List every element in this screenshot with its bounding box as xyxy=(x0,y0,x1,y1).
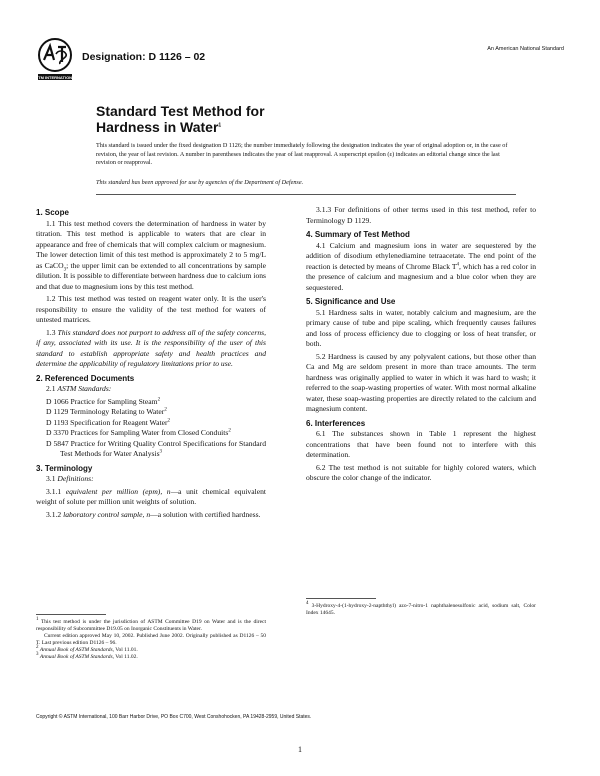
ref-d1129[interactable]: D 1129 Terminology Relating to Water$^2$ xyxy=(46,407,167,416)
copyright-notice: Copyright © ASTM International, 100 Barr Harbor Drive, PO Box C700, West Conshohocken, PA 19428-2959, United States. xyxy=(36,714,312,720)
dod-approval-notice: This standard has been approved for use by agencies of the Department of Defense. xyxy=(96,179,304,186)
para-2-1: 2.1 ASTM Standards: xyxy=(46,384,112,393)
para-1-3: 1.3 This standard does not purport to address all of the safety concerns, if any, associated with its use. It is the responsibility of the user of this standard to establish appropriate safety and health practices and determine the applicability of regulatory limitations prior to use. xyxy=(36,327,267,368)
para-1-1: 1.1 This test method covers the determination of hardness in water by titration. This test method is applicable to waters that are clear in appearance and free of chemicals that will complex calcium or magnesium. The lower detection limit of this test method is approximately 2 to 5 mg/L as CaCO$_3$; the upper limit can be extended to all concentrations by sample dilution. It is possible to differentiate between hardness due to calcium ions and that due to magnesium ions by this test method. xyxy=(36,218,266,291)
ref-d3370[interactable]: D 3370 Practices for Sampling Water from Closed Conduits$^2$ xyxy=(46,428,231,437)
para-6-1: 6.1 The substances shown in Table 1 represent the highest concentrations that have been found not to interfere with this determination. xyxy=(306,429,536,459)
section-4-heading: 4. Summary of Test Method xyxy=(306,230,410,239)
referenced-documents-list xyxy=(36,397,266,460)
national-standard-label: An American National Standard xyxy=(487,46,564,52)
section-6-heading: 6. Interferences xyxy=(306,418,366,428)
left-column xyxy=(36,208,266,522)
document-title xyxy=(96,103,396,135)
para-3-1-3: 3.1.3 For definitions of other terms used in this test method, refer to Terminology D 1129. xyxy=(306,205,536,225)
para-6-2: 6.2 The test method is not suitable for highly colored waters, which obscure the color change of the indicator. xyxy=(306,462,536,482)
footnotes-right xyxy=(306,603,536,617)
title-footnote-marker: 1 xyxy=(218,122,222,129)
section-2-heading: 2. Referenced Documents xyxy=(36,373,135,383)
header-divider xyxy=(96,194,516,195)
para-3-1-2: 3.1.2 laboratory control sample, n—a solution with certified hardness. xyxy=(46,509,261,519)
footnote-divider-right xyxy=(306,598,376,599)
designation: Designation: D 1126 – 02 xyxy=(82,51,206,63)
footnote-1-edition: Current edition approved May 10, 2002. Published June 2002. Originally published as D1126 – 50 T. Last previous edition D1126 – 96. xyxy=(36,633,266,646)
right-column xyxy=(306,205,536,486)
para-5-2: 5.2 Hardness is caused by any polyvalent cations, but those other than Ca and Mg are seldom present in more than trace amounts. The term hardness was originally applied to water in which it was hard to wash; it referred to the soap-wasting properties of water. With most normal alkaline water, these soap-wasting properties are directly related to the calcium and magnesium content. xyxy=(306,351,536,413)
title-line-2: Hardness in Water xyxy=(96,119,219,135)
issued-notice xyxy=(96,142,516,168)
footnote-3: $^3$ Annual Book of ASTM Standards, Vol 11.02. xyxy=(36,652,138,660)
ref-d5847[interactable]: D 5847 Practice for Writing Quality Control Specifications for Standard Test Methods for Water Analysis$^3$ xyxy=(46,438,266,458)
footnote-divider-left xyxy=(36,614,106,615)
ref-d1193[interactable]: D 1193 Specification for Reagent Water$^2$ xyxy=(46,417,170,427)
para-3-1-1: 3.1.1 equivalent per million (epm), n—a unit chemical equivalent weight of solute per million unit weights of solution. xyxy=(36,486,266,506)
page-number: 1 xyxy=(298,745,302,754)
issued-text: This standard is issued under the fixed designation D 1126; the number immediately following the designation indicates the year of original adoption or, in the case of revision, the year of last revision. A number in parentheses indicates the year of last reapproval. A superscript epsilon (ε) indicates an editorial change since the last revision or reapproval. xyxy=(96,142,508,167)
logo-text: ASTM INTERNATIONAL xyxy=(32,75,78,80)
section-5-heading: 5. Significance and Use xyxy=(306,297,396,306)
footnote-4: $^4$ 3-Hydroxy-4-(1-hydroxy-2-napththyl) azo-7-nitro-1 naphthalenesulfonic acid, sodium salt, Color Index 14645. xyxy=(306,601,537,616)
section-1-heading: 1. Scope xyxy=(36,208,69,217)
footnotes-left xyxy=(36,619,266,661)
para-5-1: 5.1 Hardness salts in water, notably calcium and magnesium, are the primary cause of tube and pipe scaling, which frequently causes failures and loss of process efficiency due to clogging or loss of heat transfer, or both. xyxy=(306,307,536,348)
para-1-2: 1.2 This test method was tested on reagent water only. It is the user's responsibility to ensure the validity of the test method for waters of untested matrices. xyxy=(36,294,266,324)
footnote-1: $^1$ This test method is under the jurisdiction of ASTM Committee D19 on Water and is the direct responsibility of Subcommittee D19.05 on Inorganic Constituents in Water. xyxy=(36,617,266,632)
para-4-1: 4.1 Calcium and magnesium ions in water are sequestered by the addition of disodium ethylenediamine tetraacetate. The end point of the reaction is detected by means of Chrome Black $T^4$, which has a red color in the presence of calcium and magnesium and a blue color when they are sequestered. xyxy=(306,240,537,292)
para-3-1: 3.1 Definitions: xyxy=(46,474,94,483)
ref-d1066[interactable]: D 1066 Practice for Sampling Steam$^2$ xyxy=(46,396,161,406)
section-3-heading: 3. Terminology xyxy=(36,463,93,473)
footnote-2: $^2$ Annual Book of ASTM Standards, Vol 11.01. xyxy=(36,645,138,653)
astm-logo xyxy=(32,38,78,84)
title-line-1: Standard Test Method for xyxy=(96,103,265,119)
